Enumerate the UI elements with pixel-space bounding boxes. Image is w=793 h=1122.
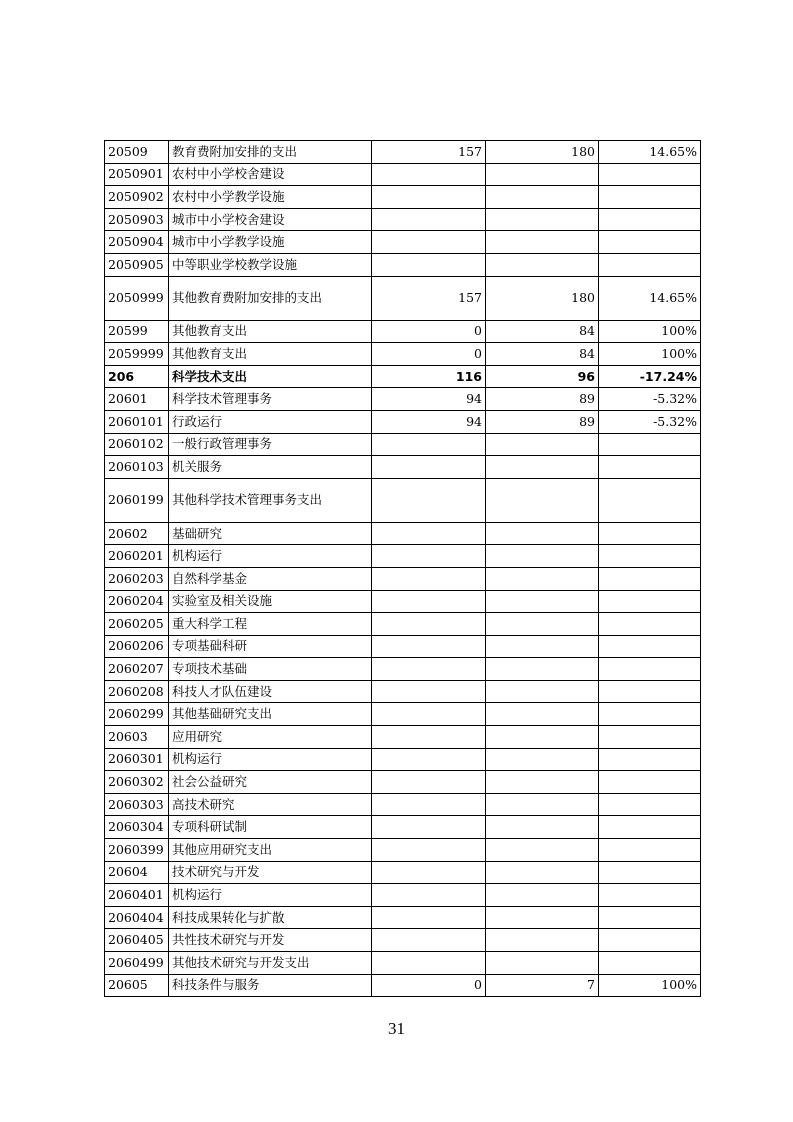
current-value-cell xyxy=(486,839,599,862)
change-percent-cell xyxy=(599,478,701,522)
prior-value-cell xyxy=(372,567,486,590)
code-cell: 2060208 xyxy=(105,680,169,703)
prior-value-cell xyxy=(372,680,486,703)
change-percent-cell xyxy=(599,726,701,749)
prior-value-cell xyxy=(372,522,486,545)
change-percent-cell: 14.65% xyxy=(599,276,701,320)
change-percent-cell xyxy=(599,163,701,186)
code-cell: 2060203 xyxy=(105,567,169,590)
code-cell: 2060205 xyxy=(105,613,169,636)
prior-value-cell xyxy=(372,793,486,816)
table-row xyxy=(105,748,701,771)
current-value-cell xyxy=(486,793,599,816)
current-value-cell: 84 xyxy=(486,320,599,343)
code-cell: 2060207 xyxy=(105,658,169,681)
name-cell: 专项技术基础 xyxy=(169,658,372,681)
prior-value-cell xyxy=(372,433,486,456)
current-value-cell xyxy=(486,635,599,658)
current-value-cell xyxy=(486,186,599,209)
table-row xyxy=(105,186,701,209)
prior-value-cell: 0 xyxy=(372,320,486,343)
code-cell: 2050905 xyxy=(105,253,169,276)
current-value-cell xyxy=(486,433,599,456)
table-row xyxy=(105,276,701,320)
current-value-cell xyxy=(486,478,599,522)
prior-value-cell xyxy=(372,208,486,231)
prior-value-cell xyxy=(372,456,486,479)
change-percent-cell xyxy=(599,208,701,231)
code-cell: 2060204 xyxy=(105,590,169,613)
current-value-cell xyxy=(486,456,599,479)
table-row xyxy=(105,929,701,952)
table-row xyxy=(105,974,701,997)
change-percent-cell xyxy=(599,253,701,276)
current-value-cell xyxy=(486,906,599,929)
current-value-cell xyxy=(486,884,599,907)
table-row xyxy=(105,703,701,726)
change-percent-cell xyxy=(599,545,701,568)
current-value-cell: 180 xyxy=(486,141,599,164)
name-cell: 重大科学工程 xyxy=(169,613,372,636)
table-row xyxy=(105,906,701,929)
table-row xyxy=(105,365,701,388)
code-cell: 2050903 xyxy=(105,208,169,231)
name-cell: 农村中小学校舍建设 xyxy=(169,163,372,186)
name-cell: 机构运行 xyxy=(169,884,372,907)
code-cell: 2060101 xyxy=(105,410,169,433)
change-percent-cell xyxy=(599,929,701,952)
name-cell: 机构运行 xyxy=(169,748,372,771)
table-row xyxy=(105,456,701,479)
prior-value-cell xyxy=(372,186,486,209)
name-cell: 行政运行 xyxy=(169,410,372,433)
prior-value-cell xyxy=(372,478,486,522)
current-value-cell: 7 xyxy=(486,974,599,997)
prior-value-cell xyxy=(372,703,486,726)
code-cell: 20604 xyxy=(105,861,169,884)
current-value-cell xyxy=(486,231,599,254)
table-row xyxy=(105,567,701,590)
table-row xyxy=(105,816,701,839)
change-percent-cell xyxy=(599,906,701,929)
change-percent-cell xyxy=(599,658,701,681)
change-percent-cell xyxy=(599,884,701,907)
current-value-cell xyxy=(486,726,599,749)
prior-value-cell xyxy=(372,839,486,862)
code-cell: 2060399 xyxy=(105,839,169,862)
change-percent-cell xyxy=(599,861,701,884)
table-row xyxy=(105,884,701,907)
code-cell: 2050901 xyxy=(105,163,169,186)
code-cell: 2060199 xyxy=(105,478,169,522)
prior-value-cell xyxy=(372,906,486,929)
prior-value-cell xyxy=(372,748,486,771)
code-cell: 2050904 xyxy=(105,231,169,254)
table-row xyxy=(105,839,701,862)
current-value-cell: 89 xyxy=(486,388,599,411)
table-row xyxy=(105,343,701,366)
name-cell: 社会公益研究 xyxy=(169,771,372,794)
name-cell: 城市中小学校舍建设 xyxy=(169,208,372,231)
prior-value-cell xyxy=(372,163,486,186)
current-value-cell xyxy=(486,545,599,568)
code-cell: 2060299 xyxy=(105,703,169,726)
page-number: 31 xyxy=(388,1019,405,1038)
name-cell: 基础研究 xyxy=(169,522,372,545)
current-value-cell xyxy=(486,253,599,276)
current-value-cell xyxy=(486,861,599,884)
name-cell: 教育费附加安排的支出 xyxy=(169,141,372,164)
table-row xyxy=(105,545,701,568)
table-row xyxy=(105,635,701,658)
budget-table-body xyxy=(105,141,701,997)
current-value-cell: 96 xyxy=(486,365,599,388)
change-percent-cell xyxy=(599,590,701,613)
change-percent-cell: 14.65% xyxy=(599,141,701,164)
prior-value-cell xyxy=(372,726,486,749)
change-percent-cell xyxy=(599,456,701,479)
change-percent-cell xyxy=(599,839,701,862)
table-row xyxy=(105,522,701,545)
table-row xyxy=(105,208,701,231)
code-cell: 20603 xyxy=(105,726,169,749)
prior-value-cell: 157 xyxy=(372,276,486,320)
name-cell: 机关服务 xyxy=(169,456,372,479)
code-cell: 2060499 xyxy=(105,952,169,975)
table-row xyxy=(105,253,701,276)
name-cell: 自然科学基金 xyxy=(169,567,372,590)
code-cell: 2060102 xyxy=(105,433,169,456)
name-cell: 专项科研试制 xyxy=(169,816,372,839)
name-cell: 技术研究与开发 xyxy=(169,861,372,884)
change-percent-cell xyxy=(599,816,701,839)
current-value-cell xyxy=(486,658,599,681)
table-row xyxy=(105,680,701,703)
name-cell: 科学技术支出 xyxy=(169,365,372,388)
code-cell: 2060302 xyxy=(105,771,169,794)
current-value-cell xyxy=(486,163,599,186)
name-cell: 应用研究 xyxy=(169,726,372,749)
name-cell: 农村中小学教学设施 xyxy=(169,186,372,209)
name-cell: 一般行政管理事务 xyxy=(169,433,372,456)
name-cell: 实验室及相关设施 xyxy=(169,590,372,613)
name-cell: 其他教育费附加安排的支出 xyxy=(169,276,372,320)
name-cell: 城市中小学教学设施 xyxy=(169,231,372,254)
code-cell: 20601 xyxy=(105,388,169,411)
table-row xyxy=(105,658,701,681)
change-percent-cell xyxy=(599,567,701,590)
table-row xyxy=(105,141,701,164)
name-cell: 其他技术研究与开发支出 xyxy=(169,952,372,975)
change-percent-cell xyxy=(599,703,701,726)
name-cell: 科技成果转化与扩散 xyxy=(169,906,372,929)
name-cell: 共性技术研究与开发 xyxy=(169,929,372,952)
change-percent-cell: 100% xyxy=(599,974,701,997)
name-cell: 其他基础研究支出 xyxy=(169,703,372,726)
code-cell: 20605 xyxy=(105,974,169,997)
change-percent-cell xyxy=(599,635,701,658)
name-cell: 科学技术管理事务 xyxy=(169,388,372,411)
code-cell: 2060201 xyxy=(105,545,169,568)
table-row xyxy=(105,861,701,884)
current-value-cell: 180 xyxy=(486,276,599,320)
prior-value-cell xyxy=(372,613,486,636)
current-value-cell xyxy=(486,816,599,839)
current-value-cell: 89 xyxy=(486,410,599,433)
prior-value-cell xyxy=(372,590,486,613)
name-cell: 中等职业学校教学设施 xyxy=(169,253,372,276)
code-cell: 2050902 xyxy=(105,186,169,209)
prior-value-cell: 94 xyxy=(372,388,486,411)
code-cell: 20509 xyxy=(105,141,169,164)
name-cell: 其他教育支出 xyxy=(169,343,372,366)
current-value-cell xyxy=(486,680,599,703)
change-percent-cell: -5.32% xyxy=(599,410,701,433)
change-percent-cell xyxy=(599,522,701,545)
table-row xyxy=(105,478,701,522)
name-cell: 科技人才队伍建设 xyxy=(169,680,372,703)
prior-value-cell xyxy=(372,771,486,794)
code-cell: 2060206 xyxy=(105,635,169,658)
code-cell: 2060303 xyxy=(105,793,169,816)
table-row xyxy=(105,613,701,636)
prior-value-cell xyxy=(372,231,486,254)
change-percent-cell xyxy=(599,433,701,456)
prior-value-cell xyxy=(372,635,486,658)
current-value-cell xyxy=(486,613,599,636)
current-value-cell xyxy=(486,929,599,952)
current-value-cell xyxy=(486,522,599,545)
current-value-cell xyxy=(486,771,599,794)
table-row xyxy=(105,952,701,975)
table-row xyxy=(105,231,701,254)
table-row xyxy=(105,163,701,186)
prior-value-cell xyxy=(372,929,486,952)
current-value-cell xyxy=(486,567,599,590)
change-percent-cell xyxy=(599,952,701,975)
change-percent-cell: -17.24% xyxy=(599,365,701,388)
name-cell: 其他应用研究支出 xyxy=(169,839,372,862)
change-percent-cell: -5.32% xyxy=(599,388,701,411)
code-cell: 2060401 xyxy=(105,884,169,907)
current-value-cell xyxy=(486,703,599,726)
table-row xyxy=(105,793,701,816)
current-value-cell xyxy=(486,952,599,975)
prior-value-cell xyxy=(372,952,486,975)
prior-value-cell xyxy=(372,545,486,568)
table-row xyxy=(105,320,701,343)
prior-value-cell: 116 xyxy=(372,365,486,388)
table-row xyxy=(105,590,701,613)
code-cell: 20602 xyxy=(105,522,169,545)
code-cell: 20599 xyxy=(105,320,169,343)
code-cell: 2060301 xyxy=(105,748,169,771)
table-row xyxy=(105,433,701,456)
name-cell: 其他科学技术管理事务支出 xyxy=(169,478,372,522)
prior-value-cell xyxy=(372,658,486,681)
change-percent-cell xyxy=(599,231,701,254)
budget-table xyxy=(104,140,701,997)
code-cell: 2060304 xyxy=(105,816,169,839)
code-cell: 2060404 xyxy=(105,906,169,929)
table-row xyxy=(105,726,701,749)
current-value-cell xyxy=(486,590,599,613)
code-cell: 2060405 xyxy=(105,929,169,952)
change-percent-cell xyxy=(599,748,701,771)
name-cell: 高技术研究 xyxy=(169,793,372,816)
change-percent-cell xyxy=(599,793,701,816)
change-percent-cell xyxy=(599,186,701,209)
prior-value-cell xyxy=(372,816,486,839)
table-row xyxy=(105,410,701,433)
code-cell: 206 xyxy=(105,365,169,388)
change-percent-cell: 100% xyxy=(599,320,701,343)
table-row xyxy=(105,388,701,411)
current-value-cell: 84 xyxy=(486,343,599,366)
current-value-cell xyxy=(486,748,599,771)
change-percent-cell xyxy=(599,771,701,794)
name-cell: 科技条件与服务 xyxy=(169,974,372,997)
name-cell: 机构运行 xyxy=(169,545,372,568)
code-cell: 2060103 xyxy=(105,456,169,479)
code-cell: 2059999 xyxy=(105,343,169,366)
current-value-cell xyxy=(486,208,599,231)
change-percent-cell xyxy=(599,613,701,636)
name-cell: 专项基础科研 xyxy=(169,635,372,658)
prior-value-cell xyxy=(372,861,486,884)
table-row xyxy=(105,771,701,794)
prior-value-cell xyxy=(372,253,486,276)
prior-value-cell: 94 xyxy=(372,410,486,433)
prior-value-cell: 0 xyxy=(372,343,486,366)
change-percent-cell: 100% xyxy=(599,343,701,366)
name-cell: 其他教育支出 xyxy=(169,320,372,343)
prior-value-cell: 0 xyxy=(372,974,486,997)
prior-value-cell: 157 xyxy=(372,141,486,164)
change-percent-cell xyxy=(599,680,701,703)
code-cell: 2050999 xyxy=(105,276,169,320)
prior-value-cell xyxy=(372,884,486,907)
